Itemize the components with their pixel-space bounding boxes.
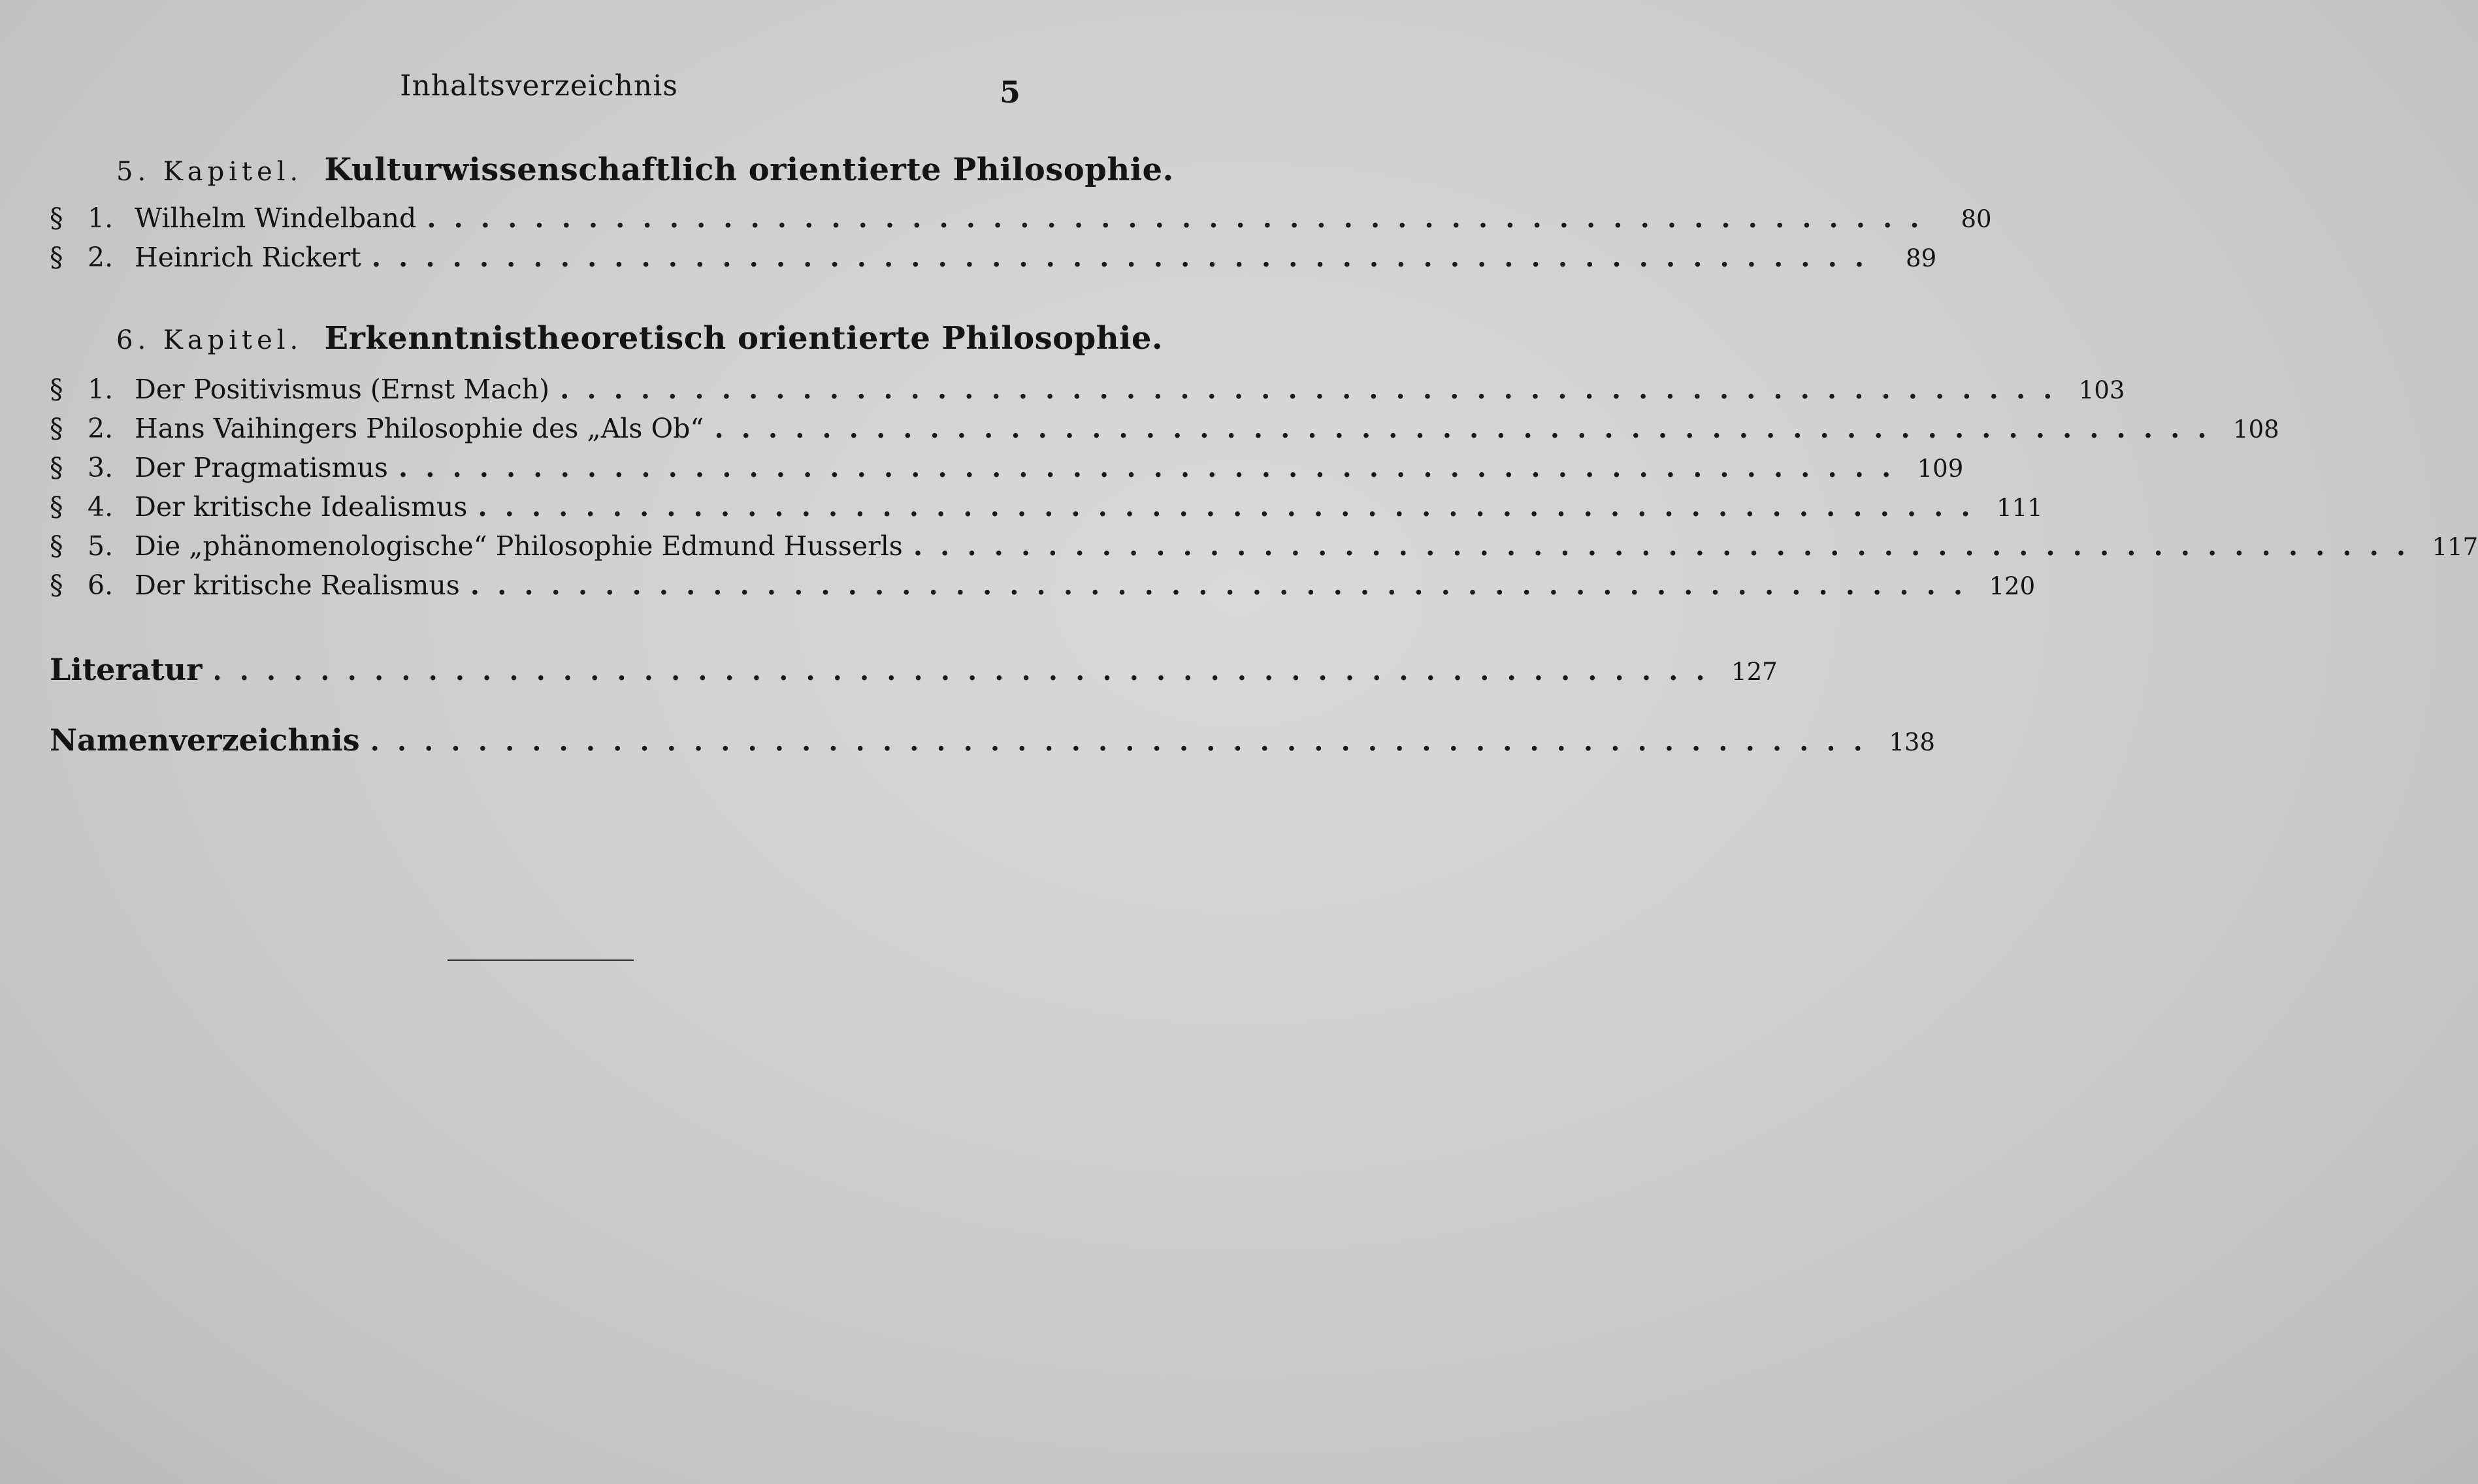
dot-leader: ........................................................	[427, 202, 1937, 234]
entry-title: Der Pragmatismus	[135, 452, 388, 483]
entry-title: Literatur	[50, 652, 203, 687]
section-sign: §	[50, 491, 63, 523]
chapter-label: 6. Kapitel.	[116, 325, 303, 355]
entry-page: 108	[2233, 415, 2279, 444]
toc-entry[interactable]	[50, 452, 1964, 489]
entry-title: Namenverzeichnis	[50, 722, 360, 758]
chapter-title: Kulturwissenschaftlich orientierte Philosophie.	[324, 152, 1174, 188]
entry-number: 6.	[88, 570, 114, 601]
section-sign: §	[50, 452, 63, 483]
chapter-title: Erkenntnistheoretisch orientierte Philosophie.	[324, 320, 1164, 357]
entry-title: Heinrich Rickert	[135, 242, 361, 273]
entry-page: 120	[1989, 572, 2036, 600]
entry-page: 138	[1889, 728, 1935, 756]
entry-page: 109	[1917, 455, 1964, 483]
entry-page: 80	[1961, 205, 1992, 233]
dot-leader: ........................................................	[398, 452, 1909, 483]
entry-title: Der kritische Idealismus	[135, 491, 468, 523]
entry-page: 103	[2078, 376, 2125, 404]
section-sign: §	[50, 530, 63, 562]
section-sign: §	[50, 413, 63, 444]
entry-title: Wilhelm Windelband	[135, 202, 417, 234]
dot-leader: ........................................................	[913, 530, 2424, 562]
entry-page: 117	[2432, 533, 2478, 561]
toc-entry[interactable]	[50, 491, 2043, 528]
toc-entry[interactable]	[50, 374, 2125, 410]
dot-leader: ........................................................	[478, 491, 1988, 523]
entry-page: 111	[1997, 494, 2043, 522]
entry-number: 2.	[88, 413, 114, 444]
dot-leader: ........................................................	[212, 655, 1723, 686]
end-rule	[448, 960, 634, 961]
dot-leader: ........................................................	[370, 726, 1880, 757]
entry-number: 3.	[88, 452, 114, 483]
entry-number: 5.	[88, 530, 114, 562]
section-sign: §	[50, 242, 63, 273]
entry-number: 2.	[88, 242, 114, 273]
entry-number: 4.	[88, 491, 114, 523]
toc-entry[interactable]	[50, 242, 1937, 278]
toc-entry[interactable]	[50, 570, 2036, 606]
toc-entry[interactable]	[50, 413, 2279, 449]
entry-number: 1.	[88, 374, 114, 405]
entry-title: Der kritische Realismus	[135, 570, 460, 601]
chapter-heading-5	[116, 152, 1174, 188]
dot-leader: ........................................................	[371, 242, 1882, 273]
toc-entry[interactable]	[50, 202, 1992, 239]
chapter-heading-6	[116, 320, 1163, 357]
toc-entry-name-index[interactable]	[50, 722, 1935, 759]
chapter-label: 5. Kapitel.	[116, 157, 303, 187]
entry-page: 127	[1731, 658, 1778, 686]
dot-leader: ........................................................	[560, 374, 2070, 405]
entry-number: 1.	[88, 202, 114, 234]
entry-title: Die „phänomenologische“ Philosophie Edmund Husserls	[135, 530, 903, 562]
running-title: Inhaltsverzeichnis	[400, 69, 678, 103]
toc-entry[interactable]	[50, 530, 2478, 567]
section-sign: §	[50, 374, 63, 405]
entry-title: Hans Vaihingers Philosophie des „Als Ob“	[135, 413, 704, 444]
dot-leader: ........................................................	[714, 413, 2225, 444]
section-sign: §	[50, 202, 63, 234]
page-number: 5	[1000, 74, 1021, 110]
toc-entry-literature[interactable]	[50, 652, 1778, 688]
dot-leader: ........................................................	[470, 570, 1981, 601]
entry-page: 89	[1906, 244, 1937, 272]
entry-title: Der Positivismus (Ernst Mach)	[135, 374, 550, 405]
section-sign: §	[50, 570, 63, 601]
